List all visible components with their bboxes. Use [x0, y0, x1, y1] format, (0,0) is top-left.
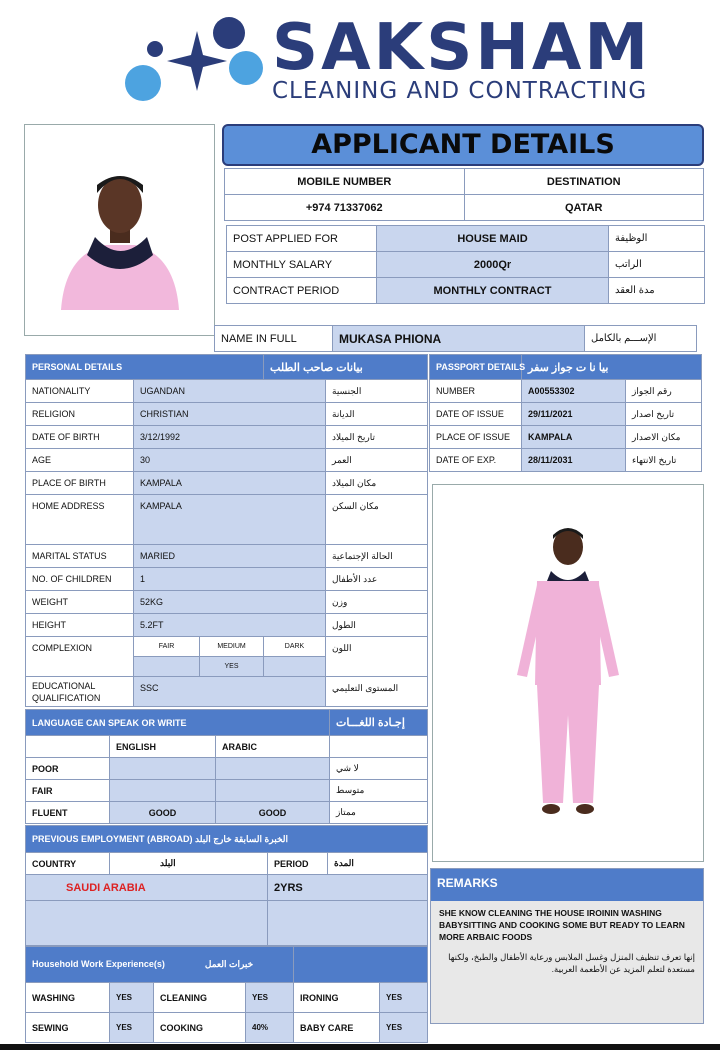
remarks-text-ar: إنها تعرف تنظيف المنزل وغسل الملابس ورعاية الأطفال والطبخ، ولكنها مستعدة لتعلم المزيد عن الأطعمة العربية. — [448, 952, 695, 974]
personal-label: HOME ADDRESS — [26, 495, 134, 545]
personal-details-title-ar: بيانات صاحب الطلب — [264, 355, 428, 380]
language-table — [25, 709, 428, 824]
employment-title-en: PREVIOUS EMPLOYMENT (ABROAD) — [32, 833, 193, 844]
personal-label: NO. OF CHILDREN — [26, 568, 134, 591]
passport-label-ar: رقم الجواز — [626, 380, 702, 403]
remarks-box — [430, 868, 704, 1024]
language-title: LANGUAGE CAN SPEAK OR WRITE — [26, 710, 330, 736]
sparkle-icon — [167, 31, 227, 91]
passport-value: 29/11/2021 — [522, 403, 626, 426]
personal-label-ar: الديانة — [326, 403, 428, 426]
job-label: POST APPLIED FOR — [227, 226, 377, 252]
name-value: MUKASA PHIONA — [333, 326, 585, 352]
language-col-arabic: ARABIC — [216, 736, 330, 758]
household-value: YES — [380, 983, 428, 1013]
household-item: CLEANING — [154, 983, 246, 1013]
applicant-details-banner — [222, 124, 704, 166]
personal-label: RELIGION — [26, 403, 134, 426]
personal-value: KAMPALA — [134, 472, 326, 495]
personal-label-ar: العمر — [326, 449, 428, 472]
employment-table — [25, 825, 428, 946]
personal-details-title: PERSONAL DETAILS — [26, 355, 264, 380]
personal-value: 1 — [134, 568, 326, 591]
household-item: BABY CARE — [294, 1013, 380, 1043]
personal-value: KAMPALA — [134, 495, 326, 545]
complexion-label: COMPLEXION — [26, 637, 134, 677]
household-item: IRONING — [294, 983, 380, 1013]
language-level: FAIR — [26, 780, 110, 802]
education-value: SSC — [134, 677, 326, 707]
passport-label-ar: تاريخ اصدار — [626, 403, 702, 426]
job-value: HOUSE MAID — [377, 226, 609, 252]
job-label-ar: الوظيفة — [609, 226, 705, 252]
household-value: YES — [110, 1013, 154, 1043]
passport-details-title-ar: بيا نا ت جواز سفر — [522, 355, 702, 380]
name-table — [214, 325, 697, 352]
personal-label: MARITAL STATUS — [26, 545, 134, 568]
personal-label-ar: تاريخ الميلاد — [326, 426, 428, 449]
household-value: YES — [246, 983, 294, 1013]
name-label-ar: الإســـم بالكامل — [585, 326, 697, 352]
personal-value: 30 — [134, 449, 326, 472]
household-table — [25, 946, 428, 1043]
household-title — [26, 947, 294, 983]
language-arabic: GOOD — [216, 802, 330, 824]
education-label: EDUCATIONAL QUALIFICATION — [26, 677, 134, 707]
mobile-value: +974 71337062 — [225, 195, 465, 221]
applicant-full-body-photo — [432, 484, 704, 862]
household-item: SEWING — [26, 1013, 110, 1043]
passport-details-table — [429, 354, 702, 472]
job-label: CONTRACT PERIOD — [227, 278, 377, 304]
employment-title-ar: الخبرة السابقة خارج البلد — [195, 833, 289, 844]
destination-label: DESTINATION — [464, 169, 704, 195]
personal-value: MARIED — [134, 545, 326, 568]
personal-label-ar: مكان السكن — [326, 495, 428, 545]
language-english — [110, 758, 216, 780]
remarks-text-en: SHE KNOW CLEANING THE HOUSE IROININ WASHING BABYSITTING AND COOKING SOME BUT READY TO LEARN MORE ARBAIC FOODS — [439, 908, 685, 942]
job-label: MONTHLY SALARY — [227, 252, 377, 278]
personal-label: WEIGHT — [26, 591, 134, 614]
passport-value: 28/11/2031 — [522, 449, 626, 472]
personal-value: 52KG — [134, 591, 326, 614]
personal-label: HEIGHT — [26, 614, 134, 637]
language-level: FLUENT — [26, 802, 110, 824]
complexion-selected: YES — [200, 657, 264, 677]
banner-title: APPLICANT DETAILS — [311, 129, 615, 160]
household-title-en: Household Work Experience(s) — [32, 959, 165, 969]
language-level-ar: لا شي — [330, 758, 428, 780]
personal-label-ar: عدد الأطفال — [326, 568, 428, 591]
remarks-title: REMARKS — [431, 869, 703, 901]
household-title-ar: خبرات العمل — [204, 959, 254, 969]
language-english — [110, 780, 216, 802]
language-title-ar: إجـادة اللغـــات — [330, 710, 428, 736]
passport-value: A00553302 — [522, 380, 626, 403]
country-label: COUNTRY — [26, 853, 110, 875]
personal-label-ar: مكان الميلاد — [326, 472, 428, 495]
personal-label-ar: الجنسية — [326, 380, 428, 403]
name-label: NAME IN FULL — [215, 326, 333, 352]
job-label-ar: الراتب — [609, 252, 705, 278]
personal-label-ar: وزن — [326, 591, 428, 614]
household-value: YES — [380, 1013, 428, 1043]
bottom-border — [0, 1044, 720, 1050]
brand-name: SAKSHAM — [272, 11, 652, 85]
period-label-ar: المدة — [328, 853, 428, 875]
passport-label: DATE OF EXP. — [430, 449, 522, 472]
personal-label-ar: الطول — [326, 614, 428, 637]
period-label: PERIOD — [268, 853, 328, 875]
language-arabic — [216, 780, 330, 802]
household-item: COOKING — [154, 1013, 246, 1043]
language-level: POOR — [26, 758, 110, 780]
complexion-option: DARK — [264, 637, 326, 657]
company-logo — [125, 15, 265, 100]
language-level-ar: متوسط — [330, 780, 428, 802]
household-value: YES — [110, 983, 154, 1013]
mobile-label: MOBILE NUMBER — [225, 169, 465, 195]
employment-period: 2YRS — [268, 875, 428, 901]
education-label-ar: المستوى التعليمي — [326, 677, 428, 707]
employment-country: SAUDI ARABIA — [26, 875, 268, 901]
personal-label-ar: الحالة الإجتماعية — [326, 545, 428, 568]
household-item: WASHING — [26, 983, 110, 1013]
personal-label: DATE OF BIRTH — [26, 426, 134, 449]
job-value: 2000Qr — [377, 252, 609, 278]
language-english: GOOD — [110, 802, 216, 824]
household-value: 40% — [246, 1013, 294, 1043]
passport-value: KAMPALA — [522, 426, 626, 449]
complexion-option: MEDIUM — [200, 637, 264, 657]
passport-label: DATE OF ISSUE — [430, 403, 522, 426]
personal-value: CHRISTIAN — [134, 403, 326, 426]
destination-value: QATAR — [464, 195, 704, 221]
passport-label: NUMBER — [430, 380, 522, 403]
personal-label: AGE — [26, 449, 134, 472]
personal-label: NATIONALITY — [26, 380, 134, 403]
complexion-option: FAIR — [134, 637, 200, 657]
language-arabic — [216, 758, 330, 780]
contact-table — [224, 168, 704, 221]
complexion-label-ar: اللون — [326, 637, 428, 677]
job-label-ar: مدة العقد — [609, 278, 705, 304]
personal-label: PLACE OF BIRTH — [26, 472, 134, 495]
applicant-portrait-photo — [24, 124, 215, 336]
job-value: MONTHLY CONTRACT — [377, 278, 609, 304]
employment-title — [26, 826, 428, 853]
passport-details-title: PASSPORT DETAILS — [430, 355, 522, 380]
country-label-ar: البلد — [110, 853, 268, 875]
passport-label: PLACE OF ISSUE — [430, 426, 522, 449]
personal-details-table — [25, 354, 428, 707]
passport-label-ar: تاريخ الانتهاء — [626, 449, 702, 472]
personal-value: UGANDAN — [134, 380, 326, 403]
personal-value: 3/12/1992 — [134, 426, 326, 449]
passport-label-ar: مكان الاصدار — [626, 426, 702, 449]
language-col-english: ENGLISH — [110, 736, 216, 758]
personal-value: 5.2FT — [134, 614, 326, 637]
language-level-ar: ممتاز — [330, 802, 428, 824]
job-table — [226, 225, 705, 304]
brand-tagline: CLEANING AND CONTRACTING — [272, 78, 648, 104]
